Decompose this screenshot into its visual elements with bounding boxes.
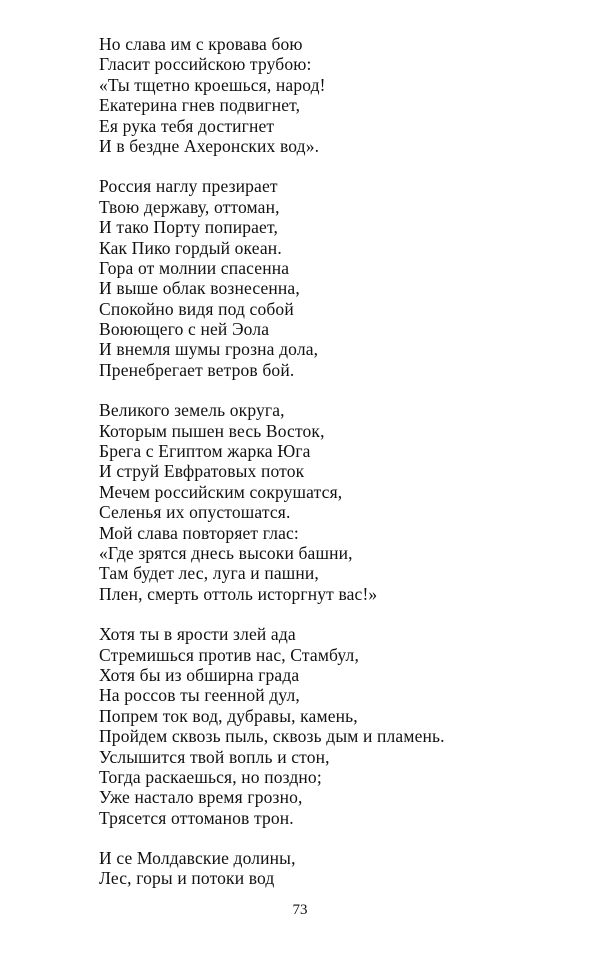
poem-line: Мой слава повторяет глас: [99,522,299,543]
poem-line: Плен, смерть оттоль исторгнут вас!» [99,583,378,604]
poem-line: Там будет лес, луга и пашни, [99,563,319,584]
poem-line: Стремишься против нас, Стамбул, [99,644,359,665]
poem-line: Твою державу, оттоман, [99,196,280,217]
poem-line: И струй Евфратовых поток [99,461,305,482]
poem-line: Как Пико гордый океан. [99,237,282,258]
poem-line: Хотя ты в ярости злей ада [99,624,296,645]
poem-line: Пренебрегает ветров бой. [99,359,295,380]
poem-line: «Ты тщетно кроешься, народ! [99,74,326,95]
stanza-2 [99,176,569,380]
poem-line: И се Молдавские долины, [99,848,296,869]
poem-line: Екатерина гнев подвигнет, [99,95,301,116]
poem-line: Россия наглу презирает [99,176,278,197]
poem-line: Гора от молнии спасенна [99,257,290,278]
poem-line: Мечем российским сокрушатся, [99,481,343,502]
poem-line: И в бездне Ахеронских вод». [99,135,320,156]
poem-line: Воюющего с ней Эола [99,319,270,340]
poem-line: Спокойно видя под собой [99,298,294,319]
poem-line: И внемля шумы грозна дола, [99,339,319,360]
poem-line: Селенья их опустошатся. [99,502,291,523]
poem-line: Но слава им с кровава бою [99,34,303,54]
stanza-4 [99,624,569,828]
poem-line: Тогда раскаешься, но поздно; [99,766,322,787]
stanza-3 [99,400,569,604]
poem-line: Хотя бы из обширна града [99,664,300,685]
poem-line: Трясется оттоманов трон. [99,807,294,828]
poem-line: И тако Порту попирает, [99,217,278,238]
poem-line: Которым пышен весь Восток, [99,420,325,441]
poem-line: Услышится твой вопль и стон, [99,746,330,767]
poem-line: Великого земель округа, [99,400,285,421]
poem-line: «Где зрятся днесь высоки башни, [99,542,353,563]
stanza-5 [99,848,569,889]
poem-line: Уже настало время грозно, [99,787,303,808]
poem-line: Ея рука тебя достигнет [99,115,275,136]
page-number: 73 [292,902,308,918]
poem-line: Пройдем сквозь пыль, сквозь дым и пламень. [99,726,445,747]
poem-line: Попрем ток вод, дубравы, камень, [99,705,358,726]
poem-line: Лес, горы и потоки вод [99,868,275,889]
poem-line: И выше облак вознесенна, [99,278,300,299]
poem-text [99,34,569,909]
stanza-1 [99,34,569,156]
poem-line: На россов ты геенной дул, [99,685,300,706]
poem-line: Гласит российскою трубою: [99,54,312,75]
poem-line: Брега с Египтом жарка Юга [99,441,311,462]
